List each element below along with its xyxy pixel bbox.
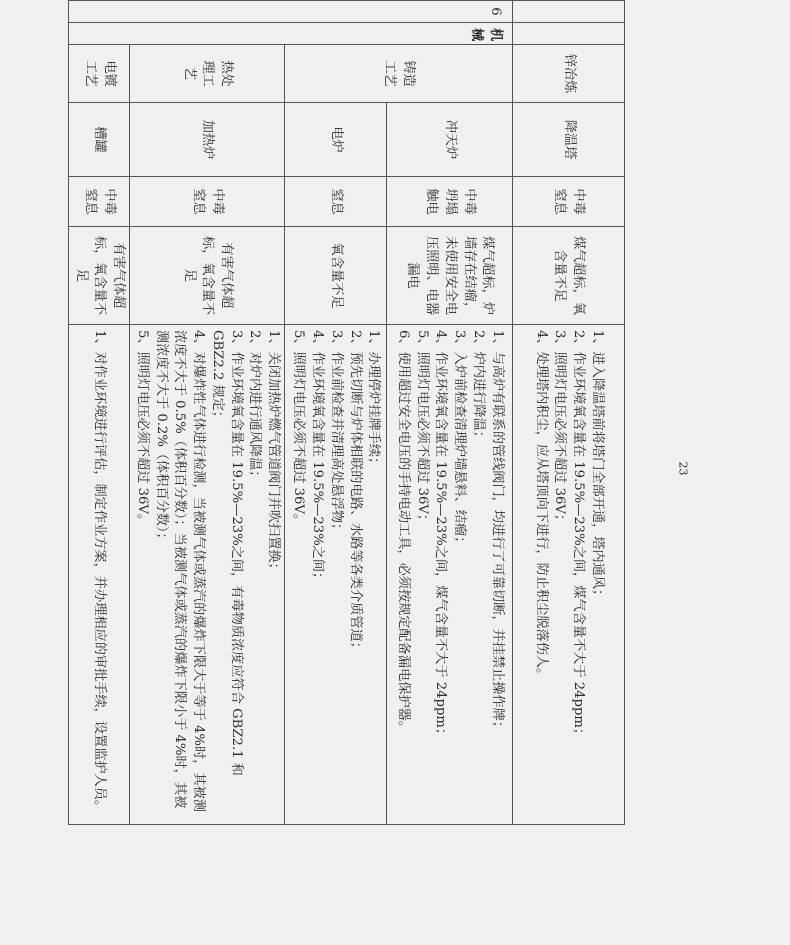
place-cell: 槽罐: [68, 103, 129, 177]
page-number: 23: [676, 461, 690, 476]
risk-cell: 中毒 窒息: [513, 177, 625, 227]
measure-item: 2、预先切断与炉体相联的电路、水路等各类介质管道；: [347, 330, 363, 655]
measure-item: 1、对作业环境进行评估，制定作业方案，并办理相应的审批手续，设置监护人员。: [92, 330, 108, 814]
table-row: [513, 1, 625, 825]
measures-cell: [130, 325, 285, 825]
measure-item: 5、照明灯电压必须不超过 36V；: [414, 330, 430, 528]
risk-cell: 中毒 窒息: [130, 177, 285, 227]
measure-item: 4、处理塔内积尘，应从塔顶向下进行，防止积尘脱落伤人。: [533, 330, 549, 682]
risk-cell: 中毒 坍塌 触电: [387, 177, 513, 227]
place-cell: 电炉: [285, 103, 387, 177]
measure-item: 2、炉内进行降温；: [470, 330, 486, 444]
measure-item: 1、与高炉有联系的管线阀门，均进行了可靠切断，并挂禁止操作牌；: [489, 330, 505, 735]
measure-item: 6、使用超过安全电压的手持电动工具，必须按规定配备漏电保护器。: [396, 330, 412, 735]
measure-item: 4、作业环境氧含量在 19.5%—23%之间；: [310, 330, 326, 586]
measure-item: 5、照明灯电压必须不超过 36V。: [134, 330, 150, 528]
measure-item: 3、照明灯电压必须不超过 36V；: [552, 330, 568, 528]
risk-cell: 窒息: [285, 177, 387, 227]
measure-item: 3、作业前检查并清理高处悬浮物；: [328, 330, 344, 537]
measures-cell: [285, 325, 387, 825]
table-row: [68, 1, 129, 825]
blank-cell: [513, 1, 625, 23]
cause-cell: 有害气体超标，氧含量不足: [130, 227, 285, 325]
blank-cell: [513, 23, 625, 45]
table-row: [387, 1, 513, 825]
process-cell: 铸造 工艺: [285, 45, 513, 103]
process-cell: 锌冶炼: [513, 45, 625, 103]
cause-cell: 煤气超标，炉墙存在结瘤，未使用安全电压照明、电器漏电: [387, 227, 513, 325]
cause-cell: 煤气超标，氧含量不足: [513, 227, 625, 325]
risk-cell: 中毒 窒息: [68, 177, 129, 227]
measure-item: 4、对爆炸性气体进行检测，当被测气体或蒸汽的爆炸下限大于等于 4%时，其被测浓度不大于 0.5%（体积百分数）；当被测气体或蒸汽的爆炸下限小于 4%时，其被测浓度不大于 0.2%（体积百分数）；: [153, 330, 207, 812]
place-cell: 降温塔: [513, 103, 625, 177]
measure-item: 2、作业环境氧含量在 19.5%—23%之间，煤气含量不大于 24ppm；: [571, 330, 587, 742]
measure-item: 3、作业环境氧含量在 19.5%—23%之间，有毒物质浓度应符合 GBZ2.1 和 GBZ2.2 规定；: [209, 330, 244, 776]
process-cell: 电镀 工艺: [68, 45, 129, 103]
cause-cell: 氧含量不足: [285, 227, 387, 325]
rotated-table-page: [73, 0, 625, 825]
place-cell: 加热炉: [130, 103, 285, 177]
section-number: 6: [68, 1, 512, 23]
measure-item: 4、作业环境氧含量在 19.5%—23%之间，煤气含量不大于 24ppm；: [433, 330, 449, 742]
measures-cell: [387, 325, 513, 825]
place-cell: 冲天炉: [387, 103, 513, 177]
measure-item: 5、照明灯电压必须不超过 36V。: [291, 330, 307, 528]
measure-item: 1、关闭加热炉燃气管道阀门并吹扫置换；: [266, 330, 281, 576]
measure-item: 2、对炉内进行通风降温；: [247, 330, 263, 484]
measure-item: 1、进入降温塔前将塔门全部开通，塔内通风；: [589, 330, 605, 603]
measure-item: 1、办理停炉挂牌手续；: [366, 330, 382, 471]
measure-item: 3、入炉前检查清理炉墙悬料、结瘤；: [452, 330, 468, 550]
measures-cell: [68, 325, 129, 825]
table-row: [130, 1, 285, 825]
confined-space-hazard-table: [68, 0, 625, 825]
table-row: [285, 1, 387, 825]
measures-cell: [513, 325, 625, 825]
cause-cell: 有害气体超标，氧含量不足: [68, 227, 129, 325]
process-cell: 热处 理工 艺: [130, 45, 285, 103]
industry-cell: 机械: [68, 23, 512, 45]
